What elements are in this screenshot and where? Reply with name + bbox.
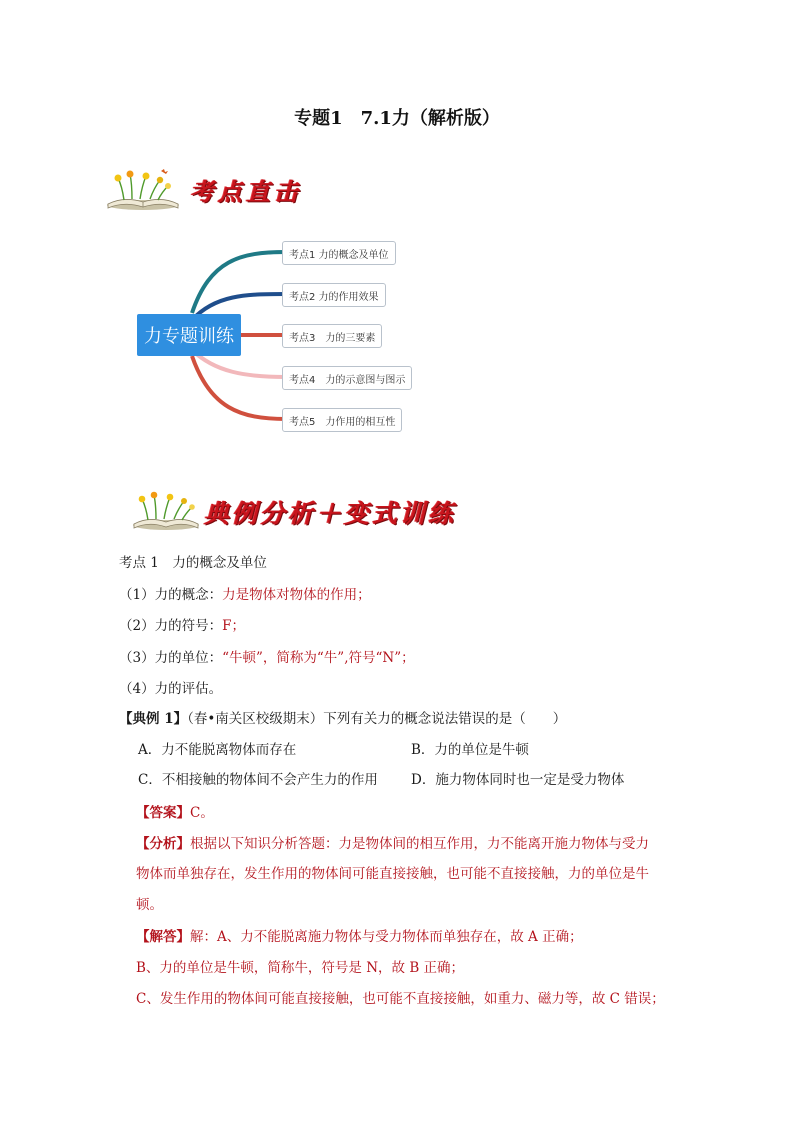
item-value: 力是物体对物体的作用； — [222, 587, 371, 603]
option-c: C．不相接触的物体间不会产生力的作用 — [138, 772, 378, 788]
analysis-line-1 — [136, 832, 649, 852]
mindmap-node-2: 考点2 力的作用效果 — [282, 283, 386, 307]
solution-line-1 — [136, 925, 583, 945]
solution-tag: 【解答】 — [136, 929, 190, 945]
mindmap-node-3: 考点3 力的三要素 — [282, 324, 382, 348]
question-text: （春•南关区校级期末）下列有关力的概念说法错误的是（ ） — [187, 711, 567, 727]
option-b: B．力的单位是牛顿 — [411, 742, 529, 758]
section-heading: 考点 1 力的概念及单位 — [119, 555, 267, 571]
item-value: “牛顿”，简称为“牛”,符号“N”； — [222, 650, 415, 666]
book-flowers-icon — [104, 168, 182, 212]
banner-kaodian: 考点直击 — [190, 177, 302, 206]
item-value: F； — [222, 618, 245, 634]
answer-tag: 【答案】 — [136, 805, 190, 821]
answer-line — [136, 801, 214, 821]
list-item — [119, 583, 371, 603]
item-prefix: （4）力的评估。 — [119, 681, 223, 697]
example-tag: 【典例 1】 — [119, 711, 188, 727]
item-prefix: （1）力的概念： — [119, 587, 223, 603]
item-prefix: （2）力的符号： — [119, 618, 223, 634]
solution-line-2: B、力的单位是牛顿，简称牛，符号是 N，故 B 正确； — [136, 960, 465, 976]
answer-text: C。 — [190, 805, 214, 821]
list-item — [119, 646, 415, 666]
option-d: D．施力物体同时也一定是受力物体 — [411, 772, 625, 788]
example-question — [119, 707, 566, 727]
option-a: A．力不能脱离物体而存在 — [138, 742, 297, 758]
analysis-text: 根据以下知识分析答题：力是物体间的相互作用，力不能离开施力物体与受力 — [190, 836, 649, 852]
list-item — [119, 614, 245, 634]
banner-dianli: 典例分析＋变式训练 — [204, 499, 457, 528]
solution-text: 解：A、力不能脱离施力物体与受力物体而单独存在，故 A 正确； — [190, 929, 583, 945]
mindmap-center: 力专题训练 — [137, 314, 241, 356]
analysis-line-2: 物体而单独存在，发生作用的物体间可能直接接触，也可能不直接接触，力的单位是牛 — [136, 866, 649, 882]
mindmap-node-1: 考点1 力的概念及单位 — [282, 241, 396, 265]
mindmap-node-4: 考点4 力的示意图与图示 — [282, 366, 412, 390]
list-item — [119, 677, 222, 697]
page-title: 专题1 7.1力（解析版） — [294, 108, 500, 129]
analysis-tag: 【分析】 — [136, 836, 190, 852]
book-flowers-icon — [130, 489, 202, 531]
item-prefix: （3）力的单位： — [119, 650, 223, 666]
mindmap-node-5: 考点5 力作用的相互性 — [282, 408, 402, 432]
solution-line-3: C、发生作用的物体间可能直接接触，也可能不直接接触，如重力、磁力等，故 C 错误； — [136, 991, 665, 1007]
analysis-line-3: 顿。 — [136, 897, 163, 913]
